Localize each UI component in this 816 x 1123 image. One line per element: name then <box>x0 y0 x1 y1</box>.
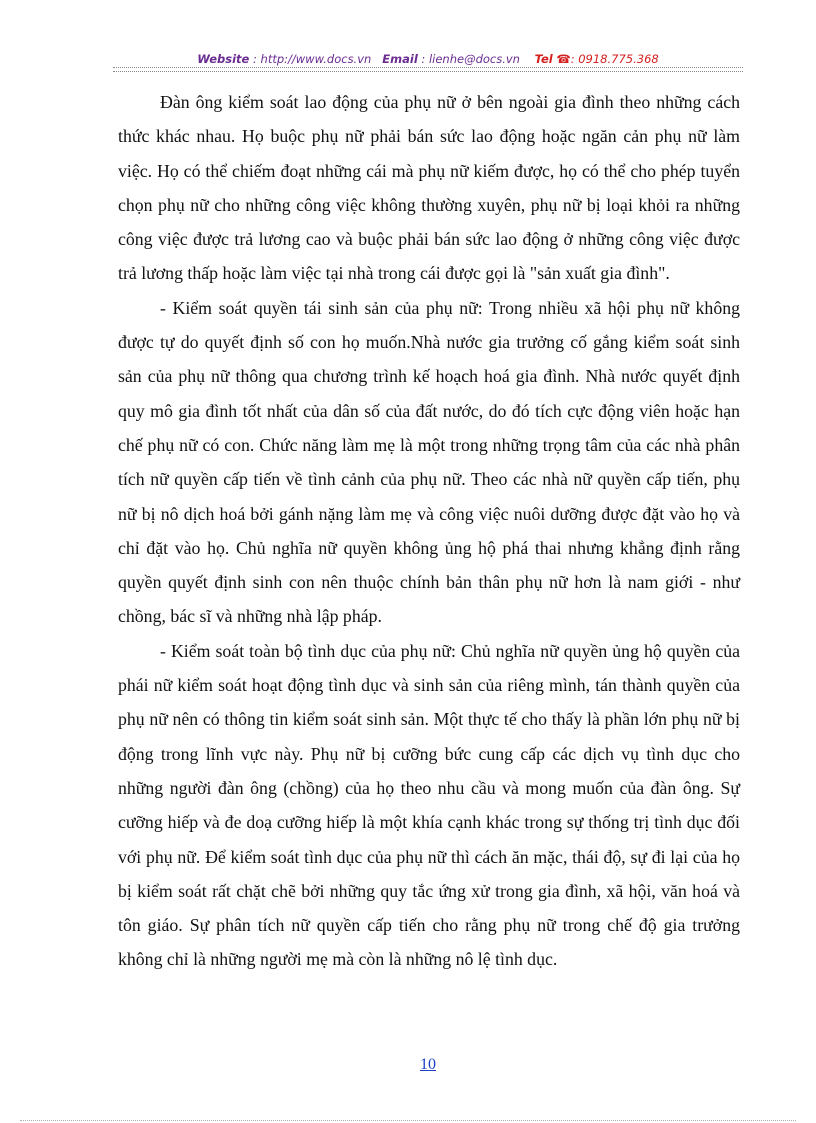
tel-value: : 0918.775.368 <box>570 52 659 66</box>
footer-divider <box>20 1120 796 1121</box>
email-link[interactable]: : lienhe@docs.vn <box>421 52 520 66</box>
phone-icon: ☎ <box>556 52 571 66</box>
page-header <box>113 51 743 67</box>
website-link[interactable]: : http://www.docs.vn <box>253 52 372 66</box>
paragraph: Đàn ông kiểm soát lao động của phụ nữ ở bên ngoài gia đình theo những cách thức khác nhau. Họ buộc phụ nữ phải bán sức lao động hoặc ngăn cản phụ nữ làm việc. Họ có thể chiếm đoạt những cái mà phụ nữ kiếm được, họ có thể cho phép tuyển chọn phụ nữ cho những công việc không thường xuyên, phụ nữ bị loại khỏi ra những công việc được trả lương cao và buộc phải bán sức lao động ở những công việc được trả lương thấp hoặc làm việc tại nhà trong cái được gọi là "sản xuất gia đình". <box>118 92 740 284</box>
website-label: Website <box>197 52 250 66</box>
paragraph: - Kiểm soát toàn bộ tình dục của phụ nữ: Chủ nghĩa nữ quyền ủng hộ quyền của phái nữ kiểm soát hoạt động tình dục và sinh sản của riêng mình, tán thành quyền của phụ nữ nên có thông tin kiểm soát sinh sản. Một thực tế cho thấy là phần lớn phụ nữ bị động trong lĩnh vực này. Phụ nữ bị cưỡng bức cung cấp các dịch vụ tình dục cho những người đàn ông (chồng) của họ theo nhu cầu và mong muốn của đàn ông. Sự cưỡng hiếp và đe doạ cưỡng hiếp là một khía cạnh khác trong sự thống trị tình dục đối với phụ nữ. Để kiểm soát tình dục của phụ nữ thì cách ăn mặc, thái độ, sự đi lại của họ bị kiểm soát rất chặt chẽ bởi những quy tắc ứng xử trong gia đình, xã hội, văn hoá và tôn giáo. Sự phân tích nữ quyền cấp tiến cho rằng phụ nữ trong chế độ gia trưởng không chỉ là những người mẹ mà còn là những nô lệ tình dục. <box>118 640 740 970</box>
page-number[interactable]: 10 <box>420 1056 436 1073</box>
header-divider <box>113 67 743 72</box>
email-label: Email <box>382 52 418 66</box>
document-body <box>118 85 740 977</box>
paragraph: - Kiểm soát quyền tái sinh sản của phụ nữ: Trong nhiều xã hội phụ nữ không được tự do quyết định số con họ muốn.Nhà nước gia trưởng cố gắng kiểm soát sinh sản của phụ nữ thông qua chương trình kế hoạch hoá gia đình. Nhà nước quyết định quy mô gia đình tốt nhất của dân số của đất nước, do đó tích cực động viên hoặc hạn chế phụ nữ có con. Chức năng làm mẹ là một trong những trọng tâm của các nhà phân tích nữ quyền cấp tiến về tình cảnh của phụ nữ. Theo các nhà nữ quyền cấp tiến, phụ nữ bị nô dịch hoá bởi gánh nặng làm mẹ và công việc nuôi dưỡng được đặt vào họ và chỉ đặt vào họ. Chủ nghĩa nữ quyền không ủng hộ phá thai nhưng khẳng định rằng quyền quyết định sinh con nên thuộc chính bản thân phụ nữ hơn là nam giới - như chồng, bác sĩ và những nhà lập pháp. <box>118 297 740 627</box>
tel-label: Tel <box>534 52 553 66</box>
